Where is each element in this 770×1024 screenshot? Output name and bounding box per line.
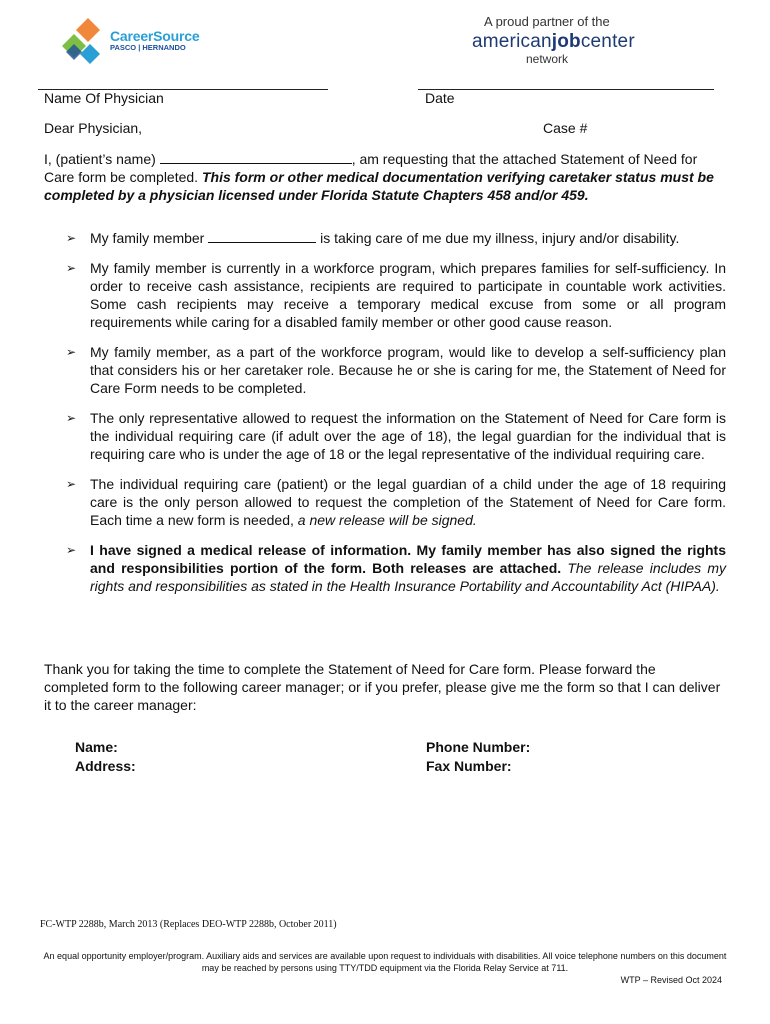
bullet4-text: The only representative allowed to request the information on the Statement of Need for Care form is the individual requiring care (if adult over the age of 18), the legal guardian for the individual that is requiring care who is under the age of 18 or the legal representative of the individual requiring care. [90, 410, 726, 462]
intro-emphasis: This form or other medical documentation verifying caretaker status must be completed by a physician licensed under Florida Statute Chapters 458 and/or 459. [44, 169, 714, 203]
bullet-item [66, 541, 726, 595]
arrow-bullet-icon: ➢ [66, 543, 77, 557]
bullet6-part1: I have signed a medical release of information. My family member has also signed the rights and responsibilities portion of the form. Both releases are attached. [90, 542, 726, 576]
bullet1-part2: is taking care of me due my illness, injury and/or disability. [316, 230, 680, 246]
arrow-bullet-icon: ➢ [66, 261, 77, 275]
arrow-bullet-icon: ➢ [66, 411, 77, 425]
intro-paragraph [44, 150, 720, 204]
arrow-bullet-icon: ➢ [66, 231, 77, 245]
bullet2-text: My family member is currently in a workforce program, which prepares families for self-sufficiency. In order to receive cash assistance, recipients are required to participate in countable work activities. Some cash recipients may receive a temporary medical excuse from some or all program requirements while caring for a disabled family member or other good cause reason. [90, 260, 726, 330]
bullet5-part2: a new release will be signed. [297, 512, 477, 528]
patient-name-blank[interactable] [160, 150, 352, 164]
greeting: Dear Physician, [44, 120, 143, 136]
bullet-item [66, 259, 726, 331]
bullet3-text: My family member, as a part of the workforce program, would like to develop a self-sufficiency plan that considers his or her caretaker role. Because he or she is caring for me, the Statement of Need for Care Form needs to be completed. [90, 344, 726, 396]
intro-part2: , am requesting that the attached Statement of Need for Care form be completed. [44, 151, 698, 185]
closing-paragraph: Thank you for taking the time to complete the Statement of Need for Care form. Please forward the completed form to the following career manager; or if you prefer, please give me the form so that I can deliver it to the career manager: [44, 661, 721, 713]
family-member-blank[interactable] [208, 229, 316, 243]
careersource-region: PASCO | HERNANDO [110, 43, 186, 52]
date-label: Date [425, 90, 455, 106]
name-label: Name: [75, 739, 118, 755]
careersource-name: CareerSource [110, 28, 200, 44]
ajc-network: network [526, 52, 569, 66]
ajc-logo-text [472, 31, 635, 53]
bullet5-part1: The individual requiring care (patient) or the legal guardian of a child under the age of 18 requiring care is the only person allowed to request the completion of the Statement of Need for Care form. Each time a new form is needed, [90, 476, 726, 528]
ajc-part-american: american [472, 31, 552, 52]
partner-line: A proud partner of the [484, 14, 610, 29]
ajc-part-job: job [551, 31, 581, 52]
bullet-item [66, 409, 726, 463]
bullet-list [66, 229, 726, 607]
bullet-item [66, 229, 726, 247]
address-label: Address: [75, 758, 136, 774]
equal-opportunity-notice: An equal opportunity employer/program. Auxiliary aids and services are available upon request to individuals with disabilities. All voice telephone numbers on this document may be reached by persons using TTY/TDD equipment via the Florida Relay Service at 711. [43, 951, 727, 973]
bullet6-part2: The release includes my rights and responsibilities as stated in the Health Insurance Portability and Accountability Act (HIPAA). [90, 560, 726, 594]
careersource-logo-icon [60, 14, 110, 66]
arrow-bullet-icon: ➢ [66, 477, 77, 491]
phone-label: Phone Number: [426, 739, 531, 755]
physician-name-label: Name Of Physician [44, 90, 164, 106]
revision-date: WTP – Revised Oct 2024 [620, 975, 722, 985]
case-number-label: Case # [543, 120, 588, 136]
form-id: FC-WTP 2288b, March 2013 (Replaces DEO-WTP 2288b, October 2011) [40, 919, 337, 930]
bullet-item [66, 475, 726, 529]
fax-label: Fax Number: [426, 758, 512, 774]
arrow-bullet-icon: ➢ [66, 345, 77, 359]
date-line[interactable] [418, 89, 714, 90]
bullet-item [66, 343, 726, 397]
ajc-part-center: center [580, 31, 635, 52]
intro-part1: I, (patient’s name) [44, 151, 160, 167]
bullet1-part1: My family member [90, 230, 209, 246]
